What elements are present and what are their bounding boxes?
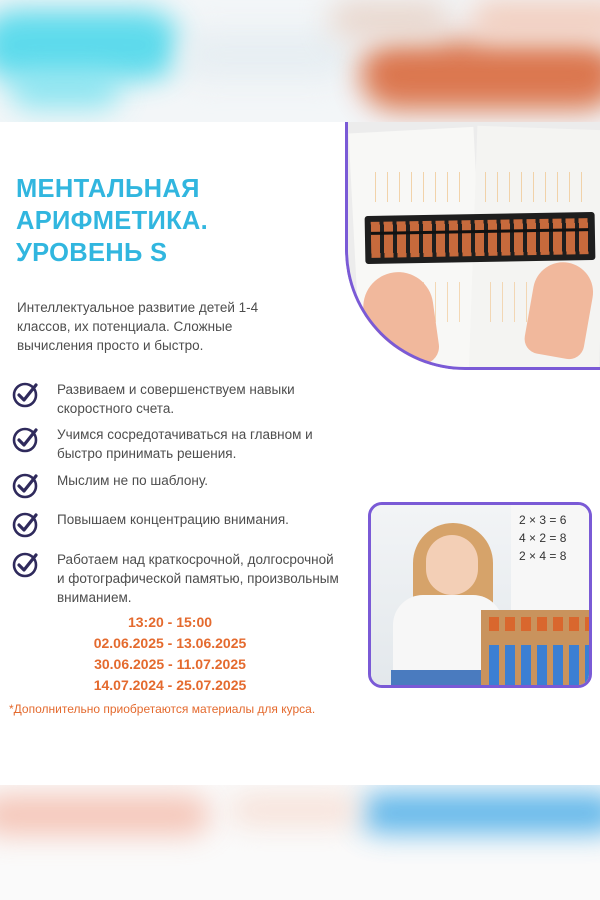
materials-note: *Дополнительно приобретаются материалы для курса. [9,702,316,716]
check-circle-icon [12,381,40,409]
list-item-text: Повышаем концентрацию внимания. [57,512,289,527]
page-title [16,173,208,269]
list-item [12,380,342,418]
girl-abacus-photo: 2 × 3 = 6 4 × 2 = 8 2 × 4 = 8 [368,502,592,688]
schedule-date-range: 30.06.2025 - 11.07.2025 [94,656,246,672]
check-circle-icon [12,472,40,500]
schedule-time: 13:20 - 15:00 [127,614,213,630]
schedule-block [0,612,340,696]
title-line: МЕНТАЛЬНАЯ [16,175,200,203]
check-circle-icon [12,551,40,579]
list-item [12,425,342,463]
blurred-header-band [0,0,600,122]
list-item [12,550,342,607]
list-item [12,471,342,490]
blurred-footer-band [0,785,600,900]
abacus-hands-photo [345,122,600,370]
list-item-text: Учимся сосредотачиваться на главном и быстро принимать решения. [57,427,313,461]
list-item [12,510,342,529]
schedule-date-range: 02.06.2025 - 13.06.2025 [93,635,247,651]
list-item-text: Работаем над краткосрочной, долгосрочной и фотографической памятью, произвольным вниманием. [57,552,339,605]
schedule-date-range: 14.07.2024 - 25.07.2025 [93,677,247,693]
check-circle-icon [12,511,40,539]
benefits-list [12,380,342,607]
list-item-text: Мыслим не по шаблону. [57,473,209,488]
title-line: УРОВЕНЬ S [16,239,168,267]
list-item-text: Развиваем и совершенствуем навыки скоростного счета. [57,382,295,416]
title-line: АРИФМЕТИКА. [16,207,209,235]
intro-text: Интеллектуальное развитие детей 1-4 классов, их потенциала. Сложные вычисления просто и быстро. [17,300,259,353]
check-circle-icon [12,426,40,454]
